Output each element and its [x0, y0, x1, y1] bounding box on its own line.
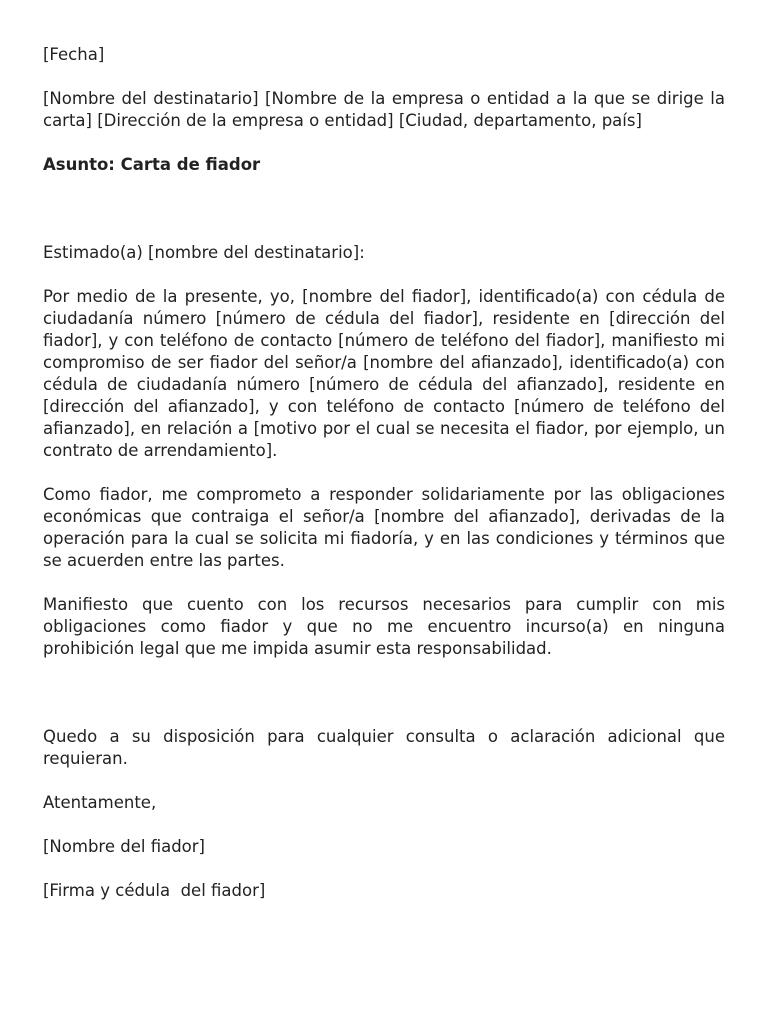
letter-greeting: Estimado(a) [nombre del destinatario]: [43, 243, 365, 262]
letter-subject: Asunto: Carta de fiador [43, 155, 261, 174]
body-paragraph-3: Manifiesto que cuento con los recursos necesarios para cumplir con mis obligaciones como fiador y que no me encuentro incurso(a) en ninguna prohibición legal que me impida asumir esta responsabilidad. [43, 595, 725, 658]
signature-line: [Firma y cédula del fiador] [43, 881, 266, 900]
letter-document [43, 44, 725, 902]
body-paragraph-1: Por medio de la presente, yo, [nombre del fiador], identificado(a) con cédula de ciudadanía número [número de cédula del fiador], residente en [dirección del fiador], y con teléfono de contacto [número de teléfono del fiador], manifiesto mi compromiso de ser fiador del señor/a [nombre del afianzado], identificado(a) con cédula de ciudadanía número [número de cédula del afianzado], residente en [dirección del afianzado], y con teléfono de contacto [número de teléfono del afianzado], en relación a [motivo por el cual se necesita el fiador, por ejemplo, un contrato de arrendamiento]. [43, 287, 725, 460]
closing-paragraph: Quedo a su disposición para cualquier consulta o aclaración adicional que requieran. [43, 727, 725, 768]
recipient-block: [Nombre del destinatario] [Nombre de la empresa o entidad a la que se dirige la carta] [Dirección de la empresa o entidad] [Ciudad, departamento, país] [43, 89, 725, 130]
signer-name: [Nombre del fiador] [43, 837, 205, 856]
sign-off: Atentamente, [43, 793, 157, 812]
body-paragraph-2: Como fiador, me comprometo a responder solidariamente por las obligaciones económicas que contraiga el señor/a [nombre del afianzado], derivadas de la operación para la cual se solicita mi fiadoría, y en las condiciones y términos que se acuerden entre las partes. [43, 485, 725, 570]
letter-date: [Fecha] [43, 45, 105, 64]
